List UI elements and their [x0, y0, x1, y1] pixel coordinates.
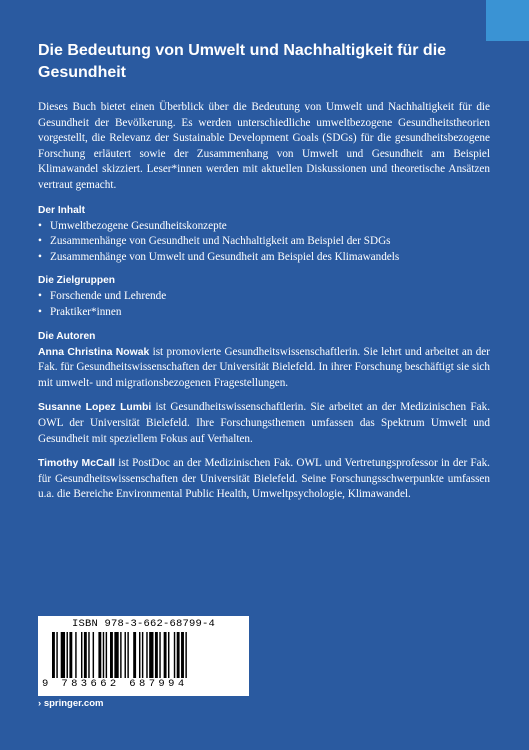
author-text: ist PostDoc an der Medizinischen Fak. OWL und Vertretungsprofessor in der Fak. für Gesundheitswissenschaften der Universität Bielefeld. Seine Forschungsschwerpunkte umfassen u.a. die Bereiche Environmental Public Health, Umweltpsychologie, Klimawandel. [38, 457, 490, 501]
autoren-heading: Die Autoren [38, 330, 96, 342]
author-text: ist Gesundheitswissenschaftlerin. Sie arbeitet an der Medizinischen Fak. OWL der Universität Bielefeld. Ihre Forschungsthemen umfassen das Spektrum Umwelt und Gesundheit mit speziellem Fokus auf Verhalten. [38, 401, 491, 445]
barcode-bar [69, 632, 72, 678]
barcode-digits: 9 783662 687994 [42, 678, 188, 690]
barcode-bar [114, 632, 118, 678]
barcode-bar [177, 632, 180, 678]
barcode-bar [84, 632, 87, 678]
accent-strip [486, 0, 529, 41]
barcode-bar [185, 632, 186, 678]
barcode-bar [103, 632, 104, 678]
inhalt-list [38, 219, 490, 266]
barcode-bar [149, 632, 153, 678]
list-item: • Zusammenhänge von Umwelt und Gesundheit am Beispiel des Klimawandels [38, 250, 490, 266]
barcode-bar [106, 632, 107, 678]
author-bio [38, 456, 490, 503]
barcode-bar [168, 632, 169, 678]
barcode-bar [133, 632, 136, 678]
isbn-label: ISBN 978-3-662-68799-4 [71, 618, 216, 630]
barcode-bar [164, 632, 167, 678]
author-name: Timothy McCall [38, 458, 116, 470]
publisher-url: › springer.com [38, 698, 104, 709]
list-item: • Praktiker*innen [38, 305, 490, 321]
back-cover-text [38, 40, 490, 512]
list-item: • Forschende und Lehrende [38, 289, 490, 305]
book-title: Die Bedeutung von Umwelt und Nachhaltigkeit für die Gesundheit [38, 42, 447, 81]
publisher-url-text: springer.com [43, 698, 104, 709]
intro-paragraph: Dieses Buch bietet einen Überblick über die Bedeutung von Umwelt und Nachhaltigkeit für die Gesundheit der Bevölkerung. Es werden unterschiedliche umweltbezogene Gesundheitstheorien vorgestellt, die Relevanz der Sustainable Development Goals (SDGs) für die gesundheitsbezogene Forschung erläutert sowie der Zusammenhang von Umwelt und Gesundheit am Beispiel Klimawandel skizziert. Leser*innen werden mit aktuellen Diskussionen und theoretische Ansätzen vertraut gemacht. [38, 101, 490, 191]
barcode-bar [67, 632, 68, 678]
barcode-bar [125, 632, 126, 678]
zielgruppen-heading: Die Zielgruppen [38, 275, 115, 287]
list-item: • Zusammenhänge von Gesundheit und Nachhaltigkeit am Beispiel der SDGs [38, 234, 490, 250]
barcode-bar [52, 632, 55, 678]
author-text: ist promovierte Gesundheitswissenschaftlerin. Sie lehrt und arbeitet an der Fak. für Gesundheitswissenschaften der Universität Bielefeld. In ihrer Forschung beschäftigt sie sich mit umwelt- und migrationsbezogenen Fragestellungen. [38, 345, 491, 389]
author-name: Susanne Lopez Lumbi [38, 402, 152, 414]
inhalt-heading: Der Inhalt [38, 204, 85, 216]
author-bio [38, 345, 490, 392]
barcode-bar [61, 632, 65, 678]
barcode-bar [56, 632, 57, 678]
barcode-bar [110, 632, 113, 678]
barcode-bar [174, 632, 175, 678]
barcode-bar [159, 632, 160, 678]
barcode-bar [75, 632, 76, 678]
zielgruppen-list [38, 289, 490, 320]
list-item: • Umweltbezogene Gesundheitskonzepte [38, 219, 490, 235]
barcode-bar [139, 632, 140, 678]
barcode-bar [88, 632, 89, 678]
isbn-barcode [38, 616, 249, 696]
barcode-bar [146, 632, 147, 678]
barcode-bar [81, 632, 82, 678]
barcode-bar [142, 632, 143, 678]
barcode-bar [155, 632, 158, 678]
author-bio [38, 400, 490, 447]
author-name: Anna Christina Nowak [38, 346, 150, 358]
barcode-bar [127, 632, 128, 678]
barcode-bars [52, 632, 242, 678]
barcode-bar [93, 632, 94, 678]
barcode-bar [120, 632, 121, 678]
barcode-bar [181, 632, 184, 678]
barcode-bar [98, 632, 101, 678]
